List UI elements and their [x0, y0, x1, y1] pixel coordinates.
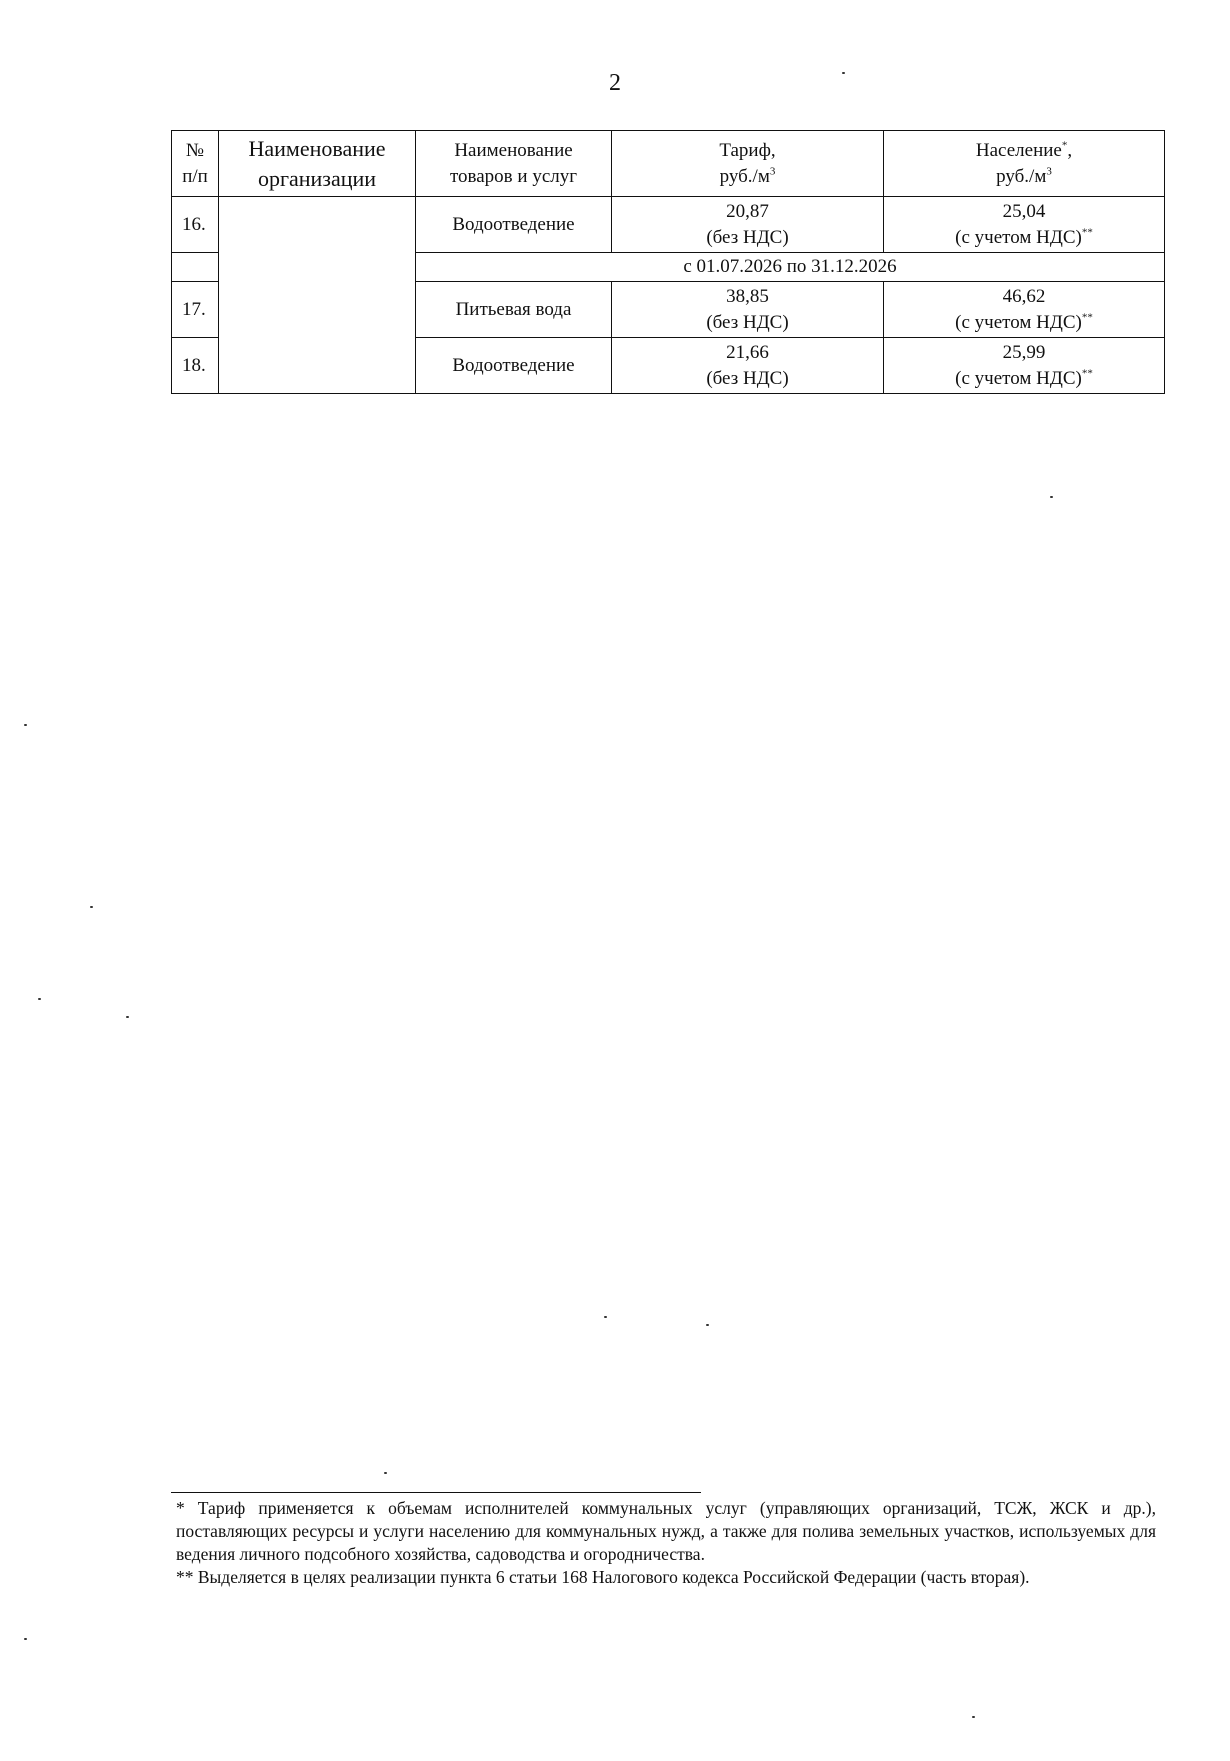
- tariff-cell: 20,87 (без НДС): [612, 197, 884, 253]
- footnotes: [176, 1497, 1156, 1589]
- scan-speck: [604, 1316, 607, 1318]
- population-cell: 25,04 (с учетом НДС)**: [884, 197, 1165, 253]
- row-num: 16.: [172, 197, 219, 253]
- footnote-2: ** Выделяется в целях реализации пункта 6 статьи 168 Налогового кодекса Российской Федерации (часть вторая).: [176, 1567, 1030, 1587]
- table-header-row: [172, 131, 1165, 197]
- header-population: Население*, $руб./м^3$: [884, 131, 1165, 197]
- scan-speck: [384, 1472, 387, 1474]
- period-cell: с 01.07.2026 по 31.12.2026: [416, 253, 1165, 282]
- tariff-cell: 38,85 (без НДС): [612, 282, 884, 338]
- scan-speck: [38, 998, 41, 1000]
- population-cell: 46,62 (с учетом НДС)**: [884, 282, 1165, 338]
- service-cell: Водоотведение: [416, 338, 612, 394]
- scan-speck: [1050, 496, 1053, 498]
- scan-speck: [706, 1324, 709, 1326]
- header-tariff: Тариф, $руб./м^3$: [612, 131, 884, 197]
- tariff-cell: 21,66 (без НДС): [612, 338, 884, 394]
- header-organization: Наименование организации: [219, 131, 416, 197]
- page-number: 2: [609, 70, 621, 96]
- period-num-cell: [172, 253, 219, 282]
- scan-speck: [24, 1638, 27, 1640]
- table-row: [172, 197, 1165, 253]
- scan-speck: [126, 1016, 129, 1018]
- service-cell: Питьевая вода: [416, 282, 612, 338]
- footnote-divider: [171, 1492, 701, 1493]
- row-num: 18.: [172, 338, 219, 394]
- scan-speck: [842, 72, 845, 74]
- scan-speck: [90, 906, 93, 908]
- row-num: 17.: [172, 282, 219, 338]
- scan-speck: [24, 724, 27, 726]
- header-service: Наименование товаров и услуг: [416, 131, 612, 197]
- footnote-1: * Тариф применяется к объемам исполнителей коммунальных услуг (управляющих организаций, ТСЖ, ЖСК и др.), поставляющих ресурсы и услуги населению для коммунальных нужд, а также для полива земельных участков, используемых для ведения личного подсобного хозяйства, садоводства и огородничества.: [176, 1498, 1156, 1564]
- header-num: № п/п: [172, 131, 219, 197]
- population-cell: 25,99 (с учетом НДС)**: [884, 338, 1165, 394]
- service-cell: Водоотведение: [416, 197, 612, 253]
- scan-speck: [972, 1716, 975, 1718]
- tariff-table: [171, 130, 1165, 394]
- organization-cell: [219, 197, 416, 394]
